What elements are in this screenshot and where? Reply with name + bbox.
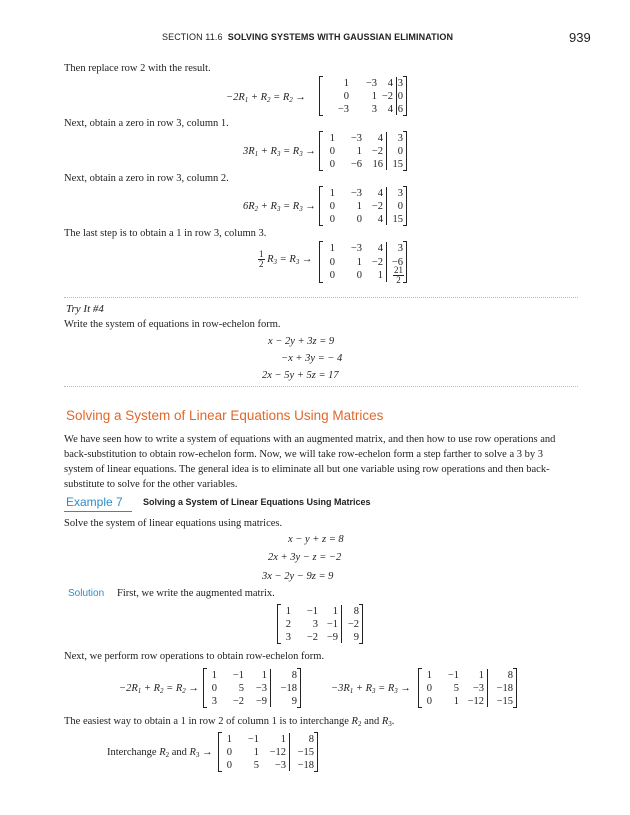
matrix-cell: 4	[387, 78, 393, 89]
matrix-cell: −3	[472, 683, 484, 694]
solution-text: First, we write the augmented matrix.	[117, 588, 275, 599]
matrixB	[418, 668, 517, 708]
matrix-cell: −3	[350, 243, 362, 254]
section-paragraph: We have seen how to write a system of equations with an augmented matrix, and then how to use row operations and back-substitution to obtain row-echelon form. Now, we will take row-echelon form a step farther to solve a 3 by 3 system of linear equations. The general idea is to eliminate all but one variable using row operations and then back- substitute to solve for the other variables.	[64, 434, 556, 490]
matrix-cell: 0	[226, 760, 232, 771]
matrix-cell: 0	[329, 270, 335, 282]
matrixC	[218, 732, 318, 772]
matrix-cell: −15	[297, 747, 314, 758]
matrix-cell: 1	[377, 270, 383, 282]
matrix-cell: 4	[377, 188, 383, 199]
section-label: SECTION 11.6 SOLVING SYSTEMS WITH GAUSSIAN ELIMINATION	[162, 32, 454, 42]
tryit-eq-2: −x + 3y = − 4	[281, 353, 343, 364]
tryit-eq-1: x − 2y + 3z = 9	[268, 336, 335, 347]
matrix-cell: 3	[371, 104, 377, 115]
matrix-cell: 1	[280, 734, 286, 745]
matrix-cell: −2	[381, 91, 393, 102]
matrix-cell: 1	[261, 670, 267, 681]
tryit-text: Write the system of equations in row-echelon form.	[64, 319, 281, 330]
divider-top	[64, 297, 578, 298]
matrix-cell: 1	[343, 78, 349, 89]
matrixA	[203, 668, 301, 708]
matrix-cell: −3	[365, 78, 377, 89]
example-label: Example 7	[66, 495, 123, 509]
matrix-cell: 1	[453, 696, 459, 707]
matrix-cell: 1	[329, 133, 335, 144]
matrix-cell: 0	[397, 201, 403, 212]
matrix-cell: 3	[397, 133, 403, 144]
matrix-cell: −9	[326, 632, 338, 643]
matrix-cell: −2	[371, 256, 383, 268]
matrix-cell: 4	[377, 243, 383, 254]
easiest-text: The easiest way to obtain a 1 in row 2 of column 1 is to interchange $R_2$ and $R_3$.	[64, 716, 395, 728]
matrix-cell: 3	[285, 632, 291, 643]
matrix-cell: 0	[329, 256, 335, 268]
page-number: 939	[569, 30, 591, 45]
example-prompt: Solve the system of linear equations using matrices.	[64, 518, 283, 529]
matrix-cell: 4	[377, 133, 383, 144]
matrix-cell: 1	[226, 734, 232, 745]
matrix-cell: 0	[343, 91, 349, 102]
matrix-cell: −3	[255, 683, 267, 694]
section-heading: Solving a System of Linear Equations Using Matrices	[66, 408, 384, 423]
matrix-cell: 2	[285, 619, 291, 630]
matrix-cell: −9	[255, 696, 267, 707]
matrix-cell: 3	[397, 188, 403, 199]
matrix-cell: 15	[392, 159, 403, 170]
matrix-cell: −3	[274, 760, 286, 771]
matrix-cell: 1	[253, 747, 259, 758]
matrix-cell: 0	[356, 270, 362, 282]
matrix-cell: −15	[496, 696, 513, 707]
tryit-label: Try It #4	[66, 303, 104, 315]
augmented-matrix	[277, 604, 363, 644]
example-eq-3: 3x − 2y − 9z = 9	[262, 571, 334, 582]
matrix-cell: 3	[397, 243, 403, 254]
matrix-cell: 9	[291, 696, 297, 707]
matrix-cell: −6	[391, 256, 403, 268]
matrix-cell: −12	[269, 747, 286, 758]
matrix-cell: 0	[329, 214, 335, 225]
matrix-cell: −12	[467, 696, 484, 707]
matrix-cell: 16	[372, 159, 383, 170]
matrix-cell: 1	[356, 146, 362, 157]
matrix-cell: 3	[397, 78, 403, 89]
step1-matrix	[319, 76, 407, 116]
matrix-cell: 8	[308, 734, 314, 745]
matrix-cell: −1	[447, 670, 459, 681]
matrix-cell: 4	[377, 214, 383, 225]
matrix-cell: 0	[211, 683, 217, 694]
matrix-cell: 0	[397, 91, 403, 102]
matrix-cell: −3	[337, 104, 349, 115]
matrix-cell: 0	[329, 159, 335, 170]
matrix-cell: 0	[329, 146, 335, 157]
matrix-cell: −6	[350, 159, 362, 170]
matrix-cell: −2	[232, 696, 244, 707]
matrix-cell: 1	[426, 670, 432, 681]
matrix-cell: −1	[326, 619, 338, 630]
step3-text: Next, obtain a zero in row 3, column 2.	[64, 173, 229, 184]
solution-label: Solution	[68, 588, 105, 599]
matrix-cell: −18	[297, 760, 314, 771]
step2-text: Next, obtain a zero in row 3, column 1.	[64, 118, 229, 129]
matrix-cell: −1	[306, 606, 318, 617]
matrix-cell: 1	[285, 606, 291, 617]
matrix-cell: 5	[238, 683, 244, 694]
matrix-cell: 8	[353, 606, 359, 617]
matrix-cell: 1	[356, 201, 362, 212]
divider-bottom	[64, 386, 578, 387]
step4-op: $\frac{1}{2}$ $R_3 = R_3$ →	[259, 249, 313, 269]
example-eq-2: 2x + 3y − z = −2	[268, 552, 342, 563]
opB: $-3R_1 + R_3 = R_3$ →	[331, 683, 411, 695]
opA: $-2R_1 + R_2 = R_2$ →	[119, 683, 199, 695]
step3-matrix	[319, 186, 407, 226]
matrix-cell: −18	[496, 683, 513, 694]
matrix-cell: −2	[371, 201, 383, 212]
matrix-cell: 0	[426, 683, 432, 694]
step1-op: $-2R_1 + R_2 = R_2$ →	[226, 92, 306, 104]
matrix-cell: 1	[332, 606, 338, 617]
example-title: Solving a System of Linear Equations Using Matrices	[143, 497, 371, 507]
matrix-cell: 0	[356, 214, 362, 225]
matrix-cell: −3	[350, 188, 362, 199]
matrix-cell: 5	[453, 683, 459, 694]
matrix-cell: 0	[329, 201, 335, 212]
matrix-cell: −1	[247, 734, 259, 745]
matrix-cell: 1	[329, 243, 335, 254]
matrix-cell: 5	[253, 760, 259, 771]
matrix-cell: −2	[371, 146, 383, 157]
page-header	[0, 30, 630, 46]
matrix-cell: 3	[211, 696, 217, 707]
matrix-cell: 1	[329, 188, 335, 199]
matrix-cell: 1	[478, 670, 484, 681]
step3-op: $6R_2 + R_3 = R_3$ →	[243, 201, 316, 213]
example-underline	[64, 511, 132, 512]
matrix-cell: 3	[312, 619, 318, 630]
opC: Interchange $R_2$ and $R_3$ →	[107, 747, 213, 759]
matrix-cell: 4	[387, 104, 393, 115]
step4-fraction: $\frac{21}{2}$	[394, 265, 403, 285]
matrix-cell: −1	[232, 670, 244, 681]
matrix-cell: 0	[226, 747, 232, 758]
tryit-eq-3: 2x − 5y + 5z = 17	[262, 370, 339, 381]
matrix-cell: −3	[350, 133, 362, 144]
step2-op: $3R_1 + R_3 = R_3$ →	[243, 146, 316, 158]
next-text: Next, we perform row operations to obtain row-echelon form.	[64, 651, 325, 662]
example-eq-1: x − y + z = 8	[288, 534, 344, 545]
matrix-cell: 0	[426, 696, 432, 707]
step4-text: The last step is to obtain a 1 in row 3, column 3.	[64, 228, 267, 239]
matrix-cell: 0	[397, 146, 403, 157]
matrix-cell: −2	[306, 632, 318, 643]
matrix-cell: 8	[507, 670, 513, 681]
matrix-cell: −2	[347, 619, 359, 630]
step1-text: Then replace row 2 with the result.	[64, 63, 211, 74]
matrix-cell: −18	[280, 683, 297, 694]
step2-matrix	[319, 131, 407, 171]
matrix-cell: 6	[397, 104, 403, 115]
matrix-cell: 9	[353, 632, 359, 643]
matrix-cell: 15	[392, 214, 403, 225]
matrix-cell: 1	[356, 256, 362, 268]
matrix-cell: 1	[211, 670, 217, 681]
matrix-cell: 1	[371, 91, 377, 102]
matrix-cell: 8	[291, 670, 297, 681]
